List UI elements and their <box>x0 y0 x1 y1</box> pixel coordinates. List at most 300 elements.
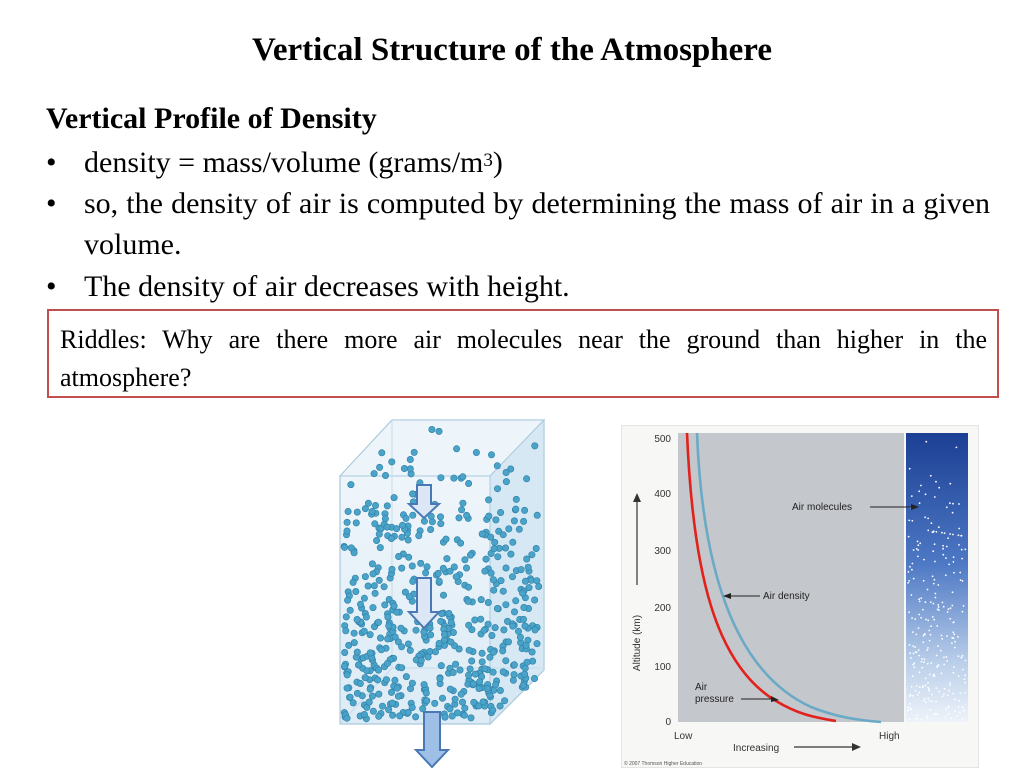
sky-dot <box>910 657 912 659</box>
sky-dot <box>960 535 962 537</box>
sky-dot <box>938 526 940 528</box>
molecule-dot <box>468 715 474 721</box>
molecule-dot <box>407 647 413 653</box>
sky-dot <box>919 671 921 673</box>
sky-dot <box>909 468 911 470</box>
molecule-dot <box>513 496 519 502</box>
molecule-dot <box>517 634 523 640</box>
molecule-dot <box>479 659 485 665</box>
molecule-dot <box>447 568 453 574</box>
sky-dot <box>958 503 960 505</box>
sky-dot <box>918 490 920 492</box>
molecule-dot <box>421 681 427 687</box>
section-heading: Vertical Profile of Density <box>46 102 377 135</box>
molecule-dot <box>453 574 459 580</box>
molecule-dot <box>353 520 359 526</box>
sky-dot <box>910 694 912 696</box>
molecule-dot <box>479 650 485 656</box>
molecule-dot <box>472 617 478 623</box>
molecule-dot <box>382 602 388 608</box>
sky-dot <box>926 715 928 717</box>
sky-dot <box>924 633 926 635</box>
sky-dot <box>944 688 946 690</box>
molecule-dot <box>452 661 458 667</box>
molecule-dot <box>350 700 356 706</box>
sky-dot <box>948 564 950 566</box>
molecule-dot <box>451 475 457 481</box>
sky-dot <box>922 685 924 687</box>
sky-dot <box>923 700 925 702</box>
sky-dot <box>930 601 932 603</box>
sky-dot <box>962 669 964 671</box>
sky-dot <box>952 534 954 536</box>
riddle-box: Riddles: Why are there more air molecules near the ground than higher in the atmosphere? <box>47 309 999 398</box>
sky-dot <box>951 605 953 607</box>
molecule-dot <box>372 502 378 508</box>
molecule-dot <box>435 570 441 576</box>
sky-dot <box>948 608 950 610</box>
sky-dot <box>962 706 964 708</box>
sky-dot <box>919 601 921 603</box>
molecule-dot <box>391 603 397 609</box>
molecule-dot <box>529 649 535 655</box>
sky-dot <box>933 619 935 621</box>
sky-dot <box>948 713 950 715</box>
molecule-dot <box>487 654 493 660</box>
y-tick-label: 400 <box>654 489 671 500</box>
molecule-dot <box>462 705 468 711</box>
molecule-dot <box>438 662 444 668</box>
sky-dot <box>912 631 914 633</box>
sky-dot <box>928 690 930 692</box>
sky-dot <box>938 664 940 666</box>
sky-dot <box>949 502 951 504</box>
sky-dot <box>928 630 930 632</box>
molecule-dot <box>521 507 527 513</box>
molecule-dot <box>405 709 411 715</box>
molecule-dot <box>465 598 471 604</box>
molecule-dot <box>491 587 497 593</box>
molecule-dot <box>534 578 540 584</box>
molecule-dot <box>437 514 443 520</box>
y-tick-label: 100 <box>654 662 671 673</box>
molecule-dot <box>458 507 464 513</box>
sky-dot <box>945 656 947 658</box>
sky-dot <box>917 556 919 558</box>
molecule-dot <box>503 565 509 571</box>
molecule-dot <box>354 509 360 515</box>
molecule-dot <box>438 520 444 526</box>
molecule-dot <box>471 699 477 705</box>
sky-dot <box>962 655 964 657</box>
molecule-dot <box>490 707 496 713</box>
sky-dot <box>946 506 948 508</box>
sky-dot <box>924 516 926 518</box>
molecule-dot <box>347 607 353 613</box>
sky-dot <box>963 710 965 712</box>
molecule-dot <box>508 551 514 557</box>
sky-dot <box>937 604 939 606</box>
molecule-dot <box>382 472 388 478</box>
molecule-dot <box>381 584 387 590</box>
molecule-dot <box>344 715 350 721</box>
molecule-dot <box>405 641 411 647</box>
sky-dot <box>947 695 949 697</box>
sky-dot <box>914 646 916 648</box>
molecule-dot <box>416 533 422 539</box>
molecule-dot <box>354 649 360 655</box>
sky-dot <box>942 545 944 547</box>
sky-dot <box>930 475 932 477</box>
molecule-dot <box>389 459 395 465</box>
sky-dot <box>911 520 913 522</box>
sky-dot <box>930 634 932 636</box>
sky-dot <box>916 715 918 717</box>
sky-dot <box>948 706 950 708</box>
molecule-dot <box>446 610 452 616</box>
air-density-label: Air density <box>763 591 810 602</box>
molecule-dot <box>344 597 350 603</box>
sky-dot <box>951 637 953 639</box>
molecule-dot <box>522 623 528 629</box>
molecule-dot <box>361 595 367 601</box>
molecule-dot <box>456 515 462 521</box>
molecule-dot <box>501 627 507 633</box>
sky-dot <box>965 660 967 662</box>
sky-dot <box>959 572 961 574</box>
sky-dot <box>942 602 944 604</box>
molecule-dot <box>452 696 458 702</box>
sky-dot <box>954 647 956 649</box>
molecule-dot <box>412 714 418 720</box>
molecule-dot <box>427 632 433 638</box>
figure-credit: © 2007 Thomson Higher Education <box>624 761 703 767</box>
molecule-dot <box>460 474 466 480</box>
molecule-dot <box>399 534 405 540</box>
molecule-dot <box>521 671 527 677</box>
sky-dot <box>961 656 963 658</box>
sky-dot <box>934 543 936 545</box>
sky-dot <box>949 533 951 535</box>
molecule-dot <box>367 686 373 692</box>
sky-dot <box>925 685 927 687</box>
molecule-dot <box>482 666 488 672</box>
molecule-dot <box>362 674 368 680</box>
sky-dot <box>949 682 951 684</box>
molecule-dot <box>494 486 500 492</box>
molecule-dot <box>462 557 468 563</box>
sky-dot <box>911 495 913 497</box>
molecule-dot <box>456 646 462 652</box>
sky-dot <box>938 691 940 693</box>
sky-dot <box>935 701 937 703</box>
molecule-dot <box>389 712 395 718</box>
sky-dot <box>925 702 927 704</box>
air-molecules-column <box>906 433 968 722</box>
molecule-dot <box>478 616 484 622</box>
sky-dot <box>949 483 951 485</box>
molecule-dot <box>520 682 526 688</box>
molecule-dot <box>367 650 373 656</box>
sky-dot <box>937 713 939 715</box>
molecule-dot <box>454 710 460 716</box>
air-pressure-label: Air <box>695 682 708 693</box>
molecule-dot <box>458 691 464 697</box>
sky-dot <box>954 641 956 643</box>
sky-dot <box>931 694 933 696</box>
molecule-dot <box>500 648 506 654</box>
sky-dot <box>925 678 927 680</box>
sky-dot <box>940 650 942 652</box>
molecule-dot <box>410 578 416 584</box>
sky-dot <box>959 712 961 714</box>
sky-dot <box>942 554 944 556</box>
sky-dot <box>936 531 938 533</box>
molecule-dot <box>493 517 499 523</box>
sky-dot <box>930 662 932 664</box>
sky-dot <box>915 690 917 692</box>
air-pressure-label: pressure <box>695 694 734 705</box>
molecule-dot <box>429 426 435 432</box>
sky-dot <box>941 532 943 534</box>
sky-dot <box>923 641 925 643</box>
molecule-dot <box>375 619 381 625</box>
molecule-dot <box>371 470 377 476</box>
molecule-dot <box>403 515 409 521</box>
sky-dot <box>942 696 944 698</box>
molecule-dot <box>531 597 537 603</box>
sky-dot <box>927 647 929 649</box>
sky-dot <box>935 687 937 689</box>
molecule-dot <box>373 537 379 543</box>
molecule-dot <box>461 712 467 718</box>
molecule-dot <box>450 669 456 675</box>
molecule-dot <box>384 503 390 509</box>
sky-dot <box>947 611 949 613</box>
molecule-dot <box>489 632 495 638</box>
sky-dot <box>908 611 910 613</box>
sky-dot <box>929 640 931 642</box>
molecule-dot <box>472 671 478 677</box>
molecule-dot <box>350 579 356 585</box>
molecule-dot <box>379 450 385 456</box>
sky-dot <box>934 496 936 498</box>
sky-dot <box>958 544 960 546</box>
sky-dot <box>916 718 918 720</box>
molecule-dot <box>376 464 382 470</box>
sky-dot <box>935 597 937 599</box>
molecule-dot <box>447 706 453 712</box>
sky-dot <box>952 503 954 505</box>
sky-dot <box>910 709 912 711</box>
sky-dot <box>921 658 923 660</box>
molecule-dot <box>421 629 427 635</box>
molecule-dot <box>467 666 473 672</box>
sky-dot <box>911 617 913 619</box>
molecule-dot <box>375 667 381 673</box>
sky-dot <box>962 580 964 582</box>
molecule-dot <box>465 584 471 590</box>
molecule-dot <box>485 497 491 503</box>
molecule-dot <box>432 649 438 655</box>
molecule-dot <box>399 522 405 528</box>
sky-dot <box>952 512 954 514</box>
sky-dot <box>944 532 946 534</box>
bullet-marker: • <box>46 187 57 220</box>
bullet-text: The density of air decreases with height. <box>84 270 570 303</box>
molecule-dot <box>480 699 486 705</box>
molecule-dot <box>533 545 539 551</box>
molecule-dot <box>511 609 517 615</box>
slide-title: Vertical Structure of the Atmosphere <box>252 32 772 68</box>
molecule-dot <box>442 714 448 720</box>
molecule-dot <box>470 681 476 687</box>
molecule-dot <box>511 671 517 677</box>
sky-dot <box>936 625 938 627</box>
molecule-dot <box>503 469 509 475</box>
molecule-dot <box>469 658 475 664</box>
molecule-dot <box>485 599 491 605</box>
molecule-dot <box>465 480 471 486</box>
molecule-dot <box>384 524 390 530</box>
molecule-dot <box>388 535 394 541</box>
molecule-dot <box>371 583 377 589</box>
sky-dot <box>922 609 924 611</box>
molecule-dot <box>466 622 472 628</box>
molecule-dot <box>407 466 413 472</box>
sky-dot <box>908 520 910 522</box>
sky-dot <box>933 531 935 533</box>
sky-dot <box>912 645 914 647</box>
sky-dot <box>935 713 937 715</box>
molecule-dot <box>370 571 376 577</box>
molecule-dot <box>341 544 347 550</box>
molecule-dot <box>510 677 516 683</box>
molecule-dot <box>418 657 424 663</box>
molecule-dot <box>372 521 378 527</box>
sky-dot <box>924 698 926 700</box>
molecule-dot <box>344 672 350 678</box>
sky-dot <box>938 487 940 489</box>
superscript: 3 <box>483 150 493 171</box>
sky-dot <box>954 698 956 700</box>
sky-dot <box>946 635 948 637</box>
sky-dot <box>912 664 914 666</box>
sky-dot <box>932 575 934 577</box>
sky-dot <box>920 485 922 487</box>
sky-dot <box>913 666 915 668</box>
molecule-dot <box>511 518 517 524</box>
sky-dot <box>908 580 910 582</box>
molecule-dot <box>370 708 376 714</box>
molecule-dot <box>497 687 503 693</box>
molecule-dot <box>511 662 517 668</box>
molecule-dot <box>392 634 398 640</box>
sky-dot <box>946 660 948 662</box>
molecule-dot <box>520 518 526 524</box>
sky-dot <box>931 701 933 703</box>
molecule-dot <box>422 570 428 576</box>
molecule-dot <box>354 690 360 696</box>
sky-dot <box>946 546 948 548</box>
molecule-dot <box>409 491 415 497</box>
molecule-dot <box>405 537 411 543</box>
molecule-dot <box>347 694 353 700</box>
sky-dot <box>944 716 946 718</box>
sky-dot <box>951 642 953 644</box>
molecule-dot <box>523 642 529 648</box>
molecule-dot <box>444 555 450 561</box>
molecule-dot <box>437 675 443 681</box>
molecule-dot <box>534 512 540 518</box>
molecule-dot <box>344 528 350 534</box>
sky-dot <box>932 550 934 552</box>
sky-dot <box>927 530 929 532</box>
sky-dot <box>953 556 955 558</box>
sky-dot <box>928 688 930 690</box>
molecule-dot <box>441 631 447 637</box>
molecule-dot <box>367 631 373 637</box>
sky-dot <box>964 692 966 694</box>
molecule-dot <box>379 703 385 709</box>
sky-dot <box>923 559 925 561</box>
molecule-dot <box>484 685 490 691</box>
molecule-dot <box>378 647 384 653</box>
molecule-dot <box>440 592 446 598</box>
sky-dot <box>952 693 954 695</box>
sky-dot <box>918 598 920 600</box>
molecule-dot <box>482 568 488 574</box>
molecule-dot <box>509 574 515 580</box>
sky-dot <box>930 625 932 627</box>
molecule-dot <box>519 590 525 596</box>
sky-dot <box>961 718 963 720</box>
molecule-dot <box>436 578 442 584</box>
sky-dot <box>953 633 955 635</box>
molecule-dot <box>440 565 446 571</box>
sky-dot <box>921 661 923 663</box>
sky-dot <box>907 582 909 584</box>
sky-dot <box>916 685 918 687</box>
molecule-dot <box>389 700 395 706</box>
molecule-dot <box>384 660 390 666</box>
sky-dot <box>943 664 945 666</box>
sky-dot <box>964 678 966 680</box>
molecule-dot <box>418 560 424 566</box>
sky-dot <box>925 601 927 603</box>
sky-dot <box>933 583 935 585</box>
sky-dot <box>923 635 925 637</box>
sky-dot <box>915 651 917 653</box>
y-tick-label: 500 <box>654 434 671 445</box>
sky-dot <box>941 672 943 674</box>
molecule-dot <box>438 475 444 481</box>
molecule-dot <box>513 598 519 604</box>
sky-dot <box>921 667 923 669</box>
molecule-dot <box>354 616 360 622</box>
molecule-dot <box>391 494 397 500</box>
molecule-dot <box>394 609 400 615</box>
molecule-dot <box>460 500 466 506</box>
sky-dot <box>911 569 913 571</box>
molecule-dot <box>375 677 381 683</box>
molecule-dot <box>398 644 404 650</box>
sky-dot <box>958 706 960 708</box>
bullet-text: so, the density of air is computed by determining the mass of air in a given volume. <box>84 187 990 261</box>
sky-dot <box>947 537 949 539</box>
molecule-dot <box>351 550 357 556</box>
molecule-dot <box>399 565 405 571</box>
